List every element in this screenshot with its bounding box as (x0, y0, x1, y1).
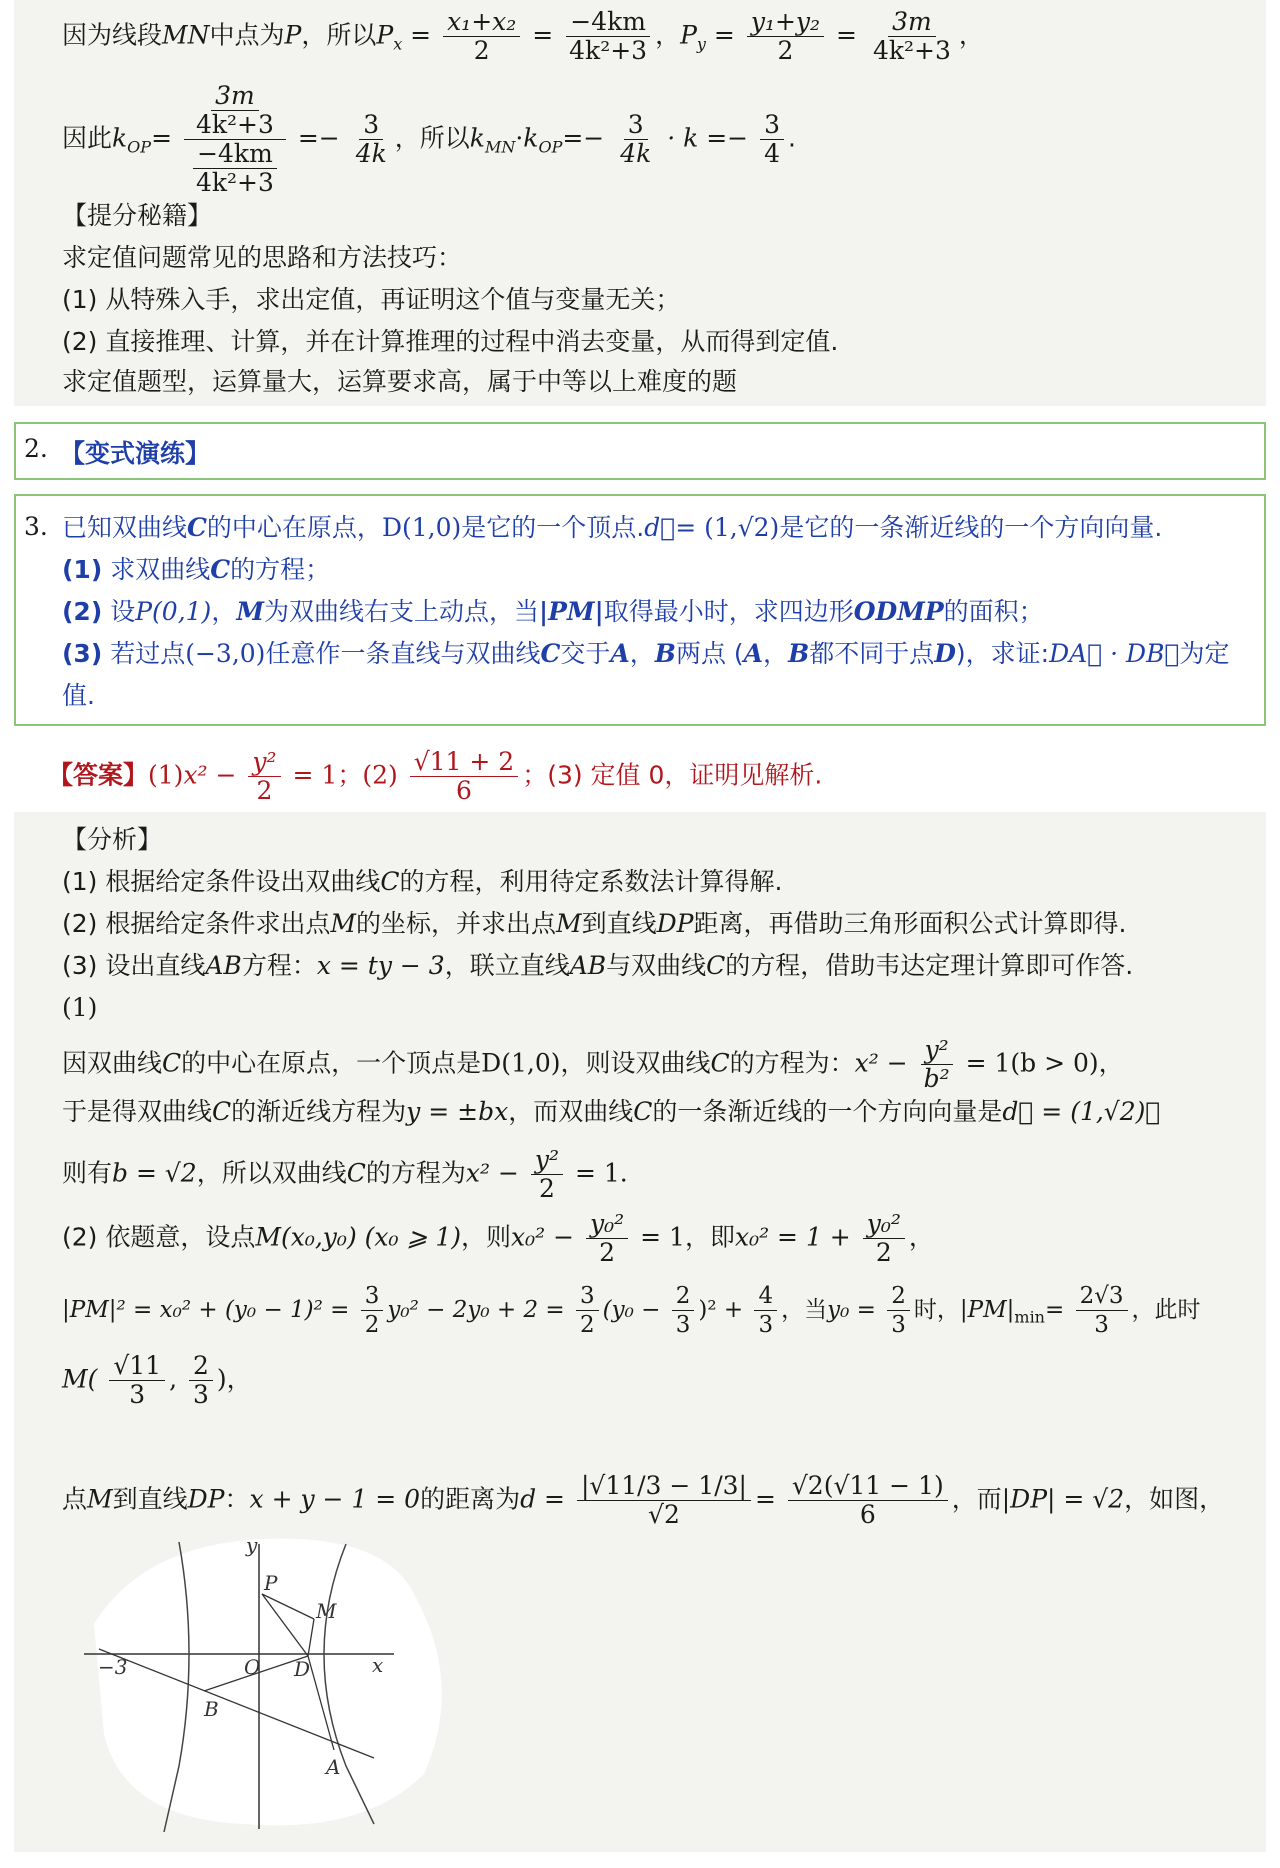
math: · k =− (667, 123, 749, 153)
fraction (189, 1352, 213, 1409)
text: 的方程； (230, 555, 331, 584)
fraction (920, 1036, 954, 1093)
denominator: 2 (364, 1312, 380, 1338)
math: )² + (698, 1297, 744, 1323)
text: ， (211, 597, 237, 626)
text: (3) (62, 639, 103, 668)
numerator: √11 + 2 (410, 748, 519, 777)
numerator: √11 (109, 1352, 165, 1381)
math: A (610, 639, 630, 668)
text: 的面积； (943, 597, 1044, 626)
denominator: 2 (473, 36, 490, 65)
math: M (236, 597, 265, 626)
problem-part-3 (62, 634, 1229, 674)
text: ，当 (781, 1297, 828, 1323)
denominator: 2 (538, 1174, 555, 1203)
solution-line-b3 (62, 1146, 628, 1203)
text: 的中心在原点， (206, 513, 382, 542)
numerator: 2 (887, 1282, 910, 1311)
fraction (672, 1282, 695, 1339)
solution-step-1-label: (1) (62, 993, 98, 1022)
text: 与双曲线 (606, 951, 707, 980)
numerator: √2(√11 − 1) (788, 1472, 948, 1501)
math: C (162, 1048, 182, 1078)
label-B: B (204, 1697, 219, 1721)
text: 到直线 (581, 909, 657, 938)
math: k (523, 123, 539, 153)
denominator: 4k²+3 (195, 110, 274, 139)
math: = (532, 20, 554, 50)
math: (1) (148, 760, 184, 790)
subscript: x (393, 34, 403, 54)
math: MN (162, 20, 210, 50)
text: )，求证: (955, 639, 1050, 668)
text: 时， (913, 1297, 960, 1323)
analysis-line-3 (62, 946, 1133, 986)
fraction (192, 140, 278, 197)
numerator: y² (921, 1036, 953, 1065)
math: DA⃗ · DB⃗ (1049, 639, 1180, 668)
math: d⃗ = (1,√2)， (1002, 1097, 1161, 1126)
text: 因为线段 (62, 20, 163, 50)
math: DP (656, 909, 694, 938)
answer-line (48, 748, 822, 805)
math: (y₀ − (602, 1297, 661, 1323)
math: =− (562, 123, 605, 153)
label-y: y (246, 1534, 258, 1557)
math: x² − (854, 1048, 908, 1078)
banner-title: 【变式演练】 (60, 439, 211, 468)
numerator: |√11/3 − 1/3| (577, 1472, 751, 1501)
math: C (710, 1048, 730, 1078)
subscript: y (696, 34, 706, 54)
solution-line-c4 (62, 1472, 1224, 1529)
fraction (410, 748, 519, 805)
text: 中点为 (209, 20, 285, 50)
math: )， (216, 1364, 252, 1394)
denominator: 3 (675, 1312, 691, 1338)
math: B (788, 639, 810, 668)
numerator: x₁+x₂ (443, 8, 520, 37)
problem-part-3-continued: 值. (62, 681, 95, 710)
text: 的方程为 (365, 1158, 466, 1188)
text: (2) (62, 597, 103, 626)
text: 的方程，利用待定系数法计算得解. (399, 867, 783, 896)
fraction (747, 8, 824, 65)
numerator: y² (531, 1146, 563, 1175)
text: ，则设双曲线 (560, 1048, 711, 1078)
subscript: min (1014, 1307, 1045, 1327)
math: y₀² − 2y₀ + 2 = (387, 1297, 565, 1323)
numerator: y₀² (863, 1210, 905, 1239)
math: x₀² − (511, 1222, 575, 1252)
math: A (743, 639, 764, 668)
text: 因双曲线 (62, 1048, 163, 1078)
text: ；(3) 定值 0，证明见解析. (522, 760, 823, 790)
denominator: 4 (764, 139, 780, 168)
math: = (151, 123, 173, 153)
math: |DP| = √2 (1001, 1484, 1125, 1514)
text: (1) 根据给定条件设出双曲线 (62, 867, 381, 896)
solution-continuation-block (14, 0, 1266, 406)
text: ，所以双曲线 (196, 1158, 347, 1188)
text: ，而双曲线 (508, 1097, 634, 1126)
analysis-line-1 (62, 862, 782, 902)
tip-line-4: 求定值题型，运算量大，运算要求高，属于中等以上难度的题 (62, 367, 738, 396)
math: C (187, 513, 207, 542)
numerator: 3m (211, 82, 259, 111)
math: (−3,0) (185, 639, 266, 668)
math: = (713, 20, 735, 50)
denominator: √2 (648, 1500, 680, 1529)
math: y = ±bx (406, 1097, 509, 1126)
text: 取得最小时，求四边形 (603, 597, 854, 626)
problem-part-1 (62, 550, 330, 590)
text: 方程： (241, 951, 317, 980)
math: y₀ = (827, 1297, 876, 1323)
label-x: x (372, 1653, 384, 1677)
numerator: −4km (193, 140, 277, 169)
math: C (210, 555, 231, 584)
denominator: 4k (355, 139, 387, 168)
math: B (654, 639, 676, 668)
tip-line-1: 求定值问题常见的思路和方法技巧： (62, 243, 463, 272)
math: = (836, 20, 857, 50)
text: ， (763, 639, 789, 668)
math: x = ty − 3 (316, 951, 445, 980)
text: 交于 (560, 639, 611, 668)
text: ， (908, 1222, 934, 1252)
text: ， (655, 20, 681, 50)
denominator: 2 (875, 1238, 892, 1267)
label-O: O (244, 1655, 261, 1679)
solution-line-c3 (62, 1352, 252, 1409)
fraction (616, 111, 655, 168)
math: M(x₀,y₀) (x₀ ⩾ 1) (255, 1222, 462, 1252)
math: P (284, 20, 302, 50)
text: 都不同于点 (809, 639, 935, 668)
fraction (1076, 1282, 1128, 1339)
text: (2) 依题意，设点 (62, 1222, 256, 1252)
text: 的方程，借助韦达定理计算即可作答. (725, 951, 1134, 980)
answer-tag: 【答案】 (48, 760, 149, 790)
problem-number: 3. (24, 512, 48, 541)
denominator (184, 140, 286, 197)
numerator: 3m (888, 8, 936, 37)
fraction (109, 1352, 165, 1409)
text: 于是得双曲线 (62, 1097, 213, 1126)
text: 两点 ( (675, 639, 744, 668)
label-M: M (316, 1599, 337, 1623)
math: |PM|² = x₀² + (y₀ − 1)² = (62, 1297, 350, 1323)
fraction (248, 748, 280, 805)
text: 点 (62, 1484, 88, 1514)
numerator: y₁+y₂ (747, 8, 824, 37)
numerator: 2 (189, 1352, 213, 1381)
tip-title: 【提分秘籍】 (62, 201, 213, 230)
subscript: MN (484, 137, 516, 157)
fraction (577, 1472, 751, 1529)
fraction (760, 111, 784, 168)
denominator: 3 (758, 1312, 774, 1338)
text: 的一条渐近线的一个方向向量是 (652, 1097, 1003, 1126)
fraction (788, 1472, 948, 1529)
text: 因此 (62, 123, 113, 153)
math: = (754, 1484, 776, 1514)
text: 的中心在原点，一个顶点是 (181, 1048, 482, 1078)
math: d = (520, 1484, 566, 1514)
math: x₀² = 1 + (734, 1222, 851, 1252)
compound-fraction (184, 82, 286, 197)
fraction (576, 1282, 599, 1339)
label-D: D (294, 1657, 311, 1681)
numerator: 3 (361, 1282, 384, 1311)
text: ，联立直线 (444, 951, 570, 980)
math: x + y − 1 = 0 (249, 1484, 421, 1514)
denominator: b² (923, 1064, 950, 1093)
math: k (112, 123, 128, 153)
analysis-block (14, 812, 1266, 1852)
text: ： (224, 1484, 250, 1514)
subscript: OP (538, 137, 563, 157)
text: 是它的一个顶点. (461, 513, 645, 542)
numerator: y₀² (586, 1210, 628, 1239)
math: C (380, 867, 400, 896)
math: = (410, 20, 432, 50)
math: = 1. (574, 1158, 628, 1188)
text: 为定 (1179, 639, 1230, 668)
math: P (376, 20, 394, 50)
text: ，而 (951, 1484, 1002, 1514)
text: 为双曲线右支上动点，当 (264, 597, 540, 626)
denominator: 3 (1094, 1312, 1109, 1338)
math: x² − (465, 1158, 519, 1188)
text: ，所以 (394, 123, 470, 153)
text: ，则 (461, 1222, 512, 1252)
numerator: 3 (576, 1282, 599, 1311)
text: 到直线 (112, 1484, 188, 1514)
analysis-line-2 (62, 904, 1126, 944)
denominator: 3 (891, 1312, 906, 1338)
line-slope (62, 82, 796, 197)
text: 的方程为： (729, 1048, 855, 1078)
fraction (361, 1282, 384, 1339)
math: P(0,1) (135, 597, 212, 626)
math: C (706, 951, 726, 980)
fraction (754, 1282, 777, 1339)
text: 则有 (62, 1158, 113, 1188)
problem-part-2 (62, 592, 1044, 632)
denominator: 2 (777, 36, 794, 65)
math: M (87, 1484, 113, 1514)
solution-line-c2 (62, 1282, 1201, 1339)
numerator (184, 82, 286, 140)
text: 的坐标，并求出点 (355, 909, 556, 938)
label-P: P (264, 1571, 278, 1595)
math: = (1044, 1297, 1065, 1323)
math: |PM| (539, 597, 604, 626)
text: 是它的一条渐近线的一个方向向量. (779, 513, 1163, 542)
text: (1) (62, 555, 103, 584)
fraction (443, 8, 520, 65)
numerator: 4 (754, 1282, 777, 1311)
numerator: 3 (359, 111, 383, 140)
numerator: 2√3 (1076, 1282, 1128, 1311)
fraction (869, 8, 955, 65)
math: C (346, 1158, 366, 1188)
analysis-title: 【分析】 (62, 825, 163, 854)
text: ，所以 (301, 20, 377, 50)
math: = 1；(2) (292, 760, 398, 790)
fraction (586, 1210, 628, 1267)
denominator: 4k²+3 (872, 36, 951, 65)
math: ODMP (853, 597, 944, 626)
math: · (515, 123, 524, 153)
text: (3) 设出直线 (62, 951, 206, 980)
math: = 1，即 (640, 1222, 735, 1252)
numerator: y² (248, 748, 280, 777)
text: 若过点 (110, 639, 186, 668)
math: C (540, 639, 561, 668)
fraction (192, 82, 278, 139)
banner-number: 2. (24, 434, 48, 463)
text: 任意作一条直线与双曲线 (265, 639, 541, 668)
text: (2) 根据给定条件求出点 (62, 909, 331, 938)
tip-line-3: (2) 直接推理、计算，并在计算推理的过程中消去变量，从而得到定值. (62, 327, 839, 356)
label-neg3: −3 (98, 1655, 128, 1679)
fraction (863, 1210, 905, 1267)
solution-line-b2 (62, 1092, 1160, 1132)
math: M (330, 909, 356, 938)
denominator: 4k²+3 (195, 168, 274, 197)
math: |PM| (959, 1297, 1015, 1323)
math: b = √2 (112, 1158, 197, 1188)
problem-stem (62, 508, 1162, 548)
math: , (169, 1364, 178, 1394)
text: 的渐近线方程为 (231, 1097, 407, 1126)
math: D(1,0) (381, 513, 462, 542)
text: ，如图， (1124, 1484, 1225, 1514)
math: d⃗ (644, 513, 676, 542)
text: 求双曲线 (110, 555, 211, 584)
solution-line-b1 (62, 1036, 1124, 1093)
math: C (633, 1097, 653, 1126)
text: 设 (110, 597, 136, 626)
math: AB (205, 951, 242, 980)
math: M( (62, 1364, 98, 1394)
subscript: OP (127, 137, 152, 157)
math: D (934, 639, 956, 668)
denominator: 4k²+3 (569, 36, 648, 65)
section-banner (14, 422, 1266, 480)
text: 已知双曲线 (62, 513, 188, 542)
text: 距离，再借助三角形面积公式计算即得. (693, 909, 1127, 938)
problem-box (14, 494, 1266, 726)
math: x² − (183, 760, 237, 790)
text: ， (958, 20, 984, 50)
numerator: 3 (760, 111, 784, 140)
math: AB (569, 951, 607, 980)
tip-line-2: (1) 从特殊入手，求出定值，再证明这个值与变量无关； (62, 285, 681, 314)
denominator: 2 (580, 1312, 595, 1338)
denominator: 3 (129, 1380, 146, 1409)
hyperbola-figure (84, 1534, 474, 1834)
numerator: 2 (672, 1282, 695, 1311)
denominator: 6 (455, 776, 472, 805)
label-A: A (326, 1755, 341, 1779)
text: ， (629, 639, 655, 668)
fraction (565, 8, 651, 65)
denominator: 4k (620, 139, 652, 168)
fraction (531, 1146, 563, 1203)
math: = 1(b > 0)， (965, 1048, 1124, 1078)
math: DP (187, 1484, 225, 1514)
text: 的距离为 (420, 1484, 521, 1514)
line-midpoint (62, 8, 984, 65)
math: M (556, 909, 582, 938)
fraction (887, 1282, 910, 1339)
math: =− (297, 123, 340, 153)
numerator: 3 (624, 111, 648, 140)
text: ，此时 (1131, 1297, 1201, 1323)
denominator: 2 (599, 1238, 616, 1267)
math: = (1,√2) (675, 513, 780, 542)
math: C (212, 1097, 232, 1126)
denominator: 6 (859, 1500, 876, 1529)
solution-line-c1 (62, 1210, 934, 1267)
fraction (352, 111, 391, 168)
math: k (469, 123, 485, 153)
numerator: −4km (566, 8, 650, 37)
denominator: 2 (256, 776, 273, 805)
text: . (787, 123, 796, 153)
math: D(1,0) (481, 1048, 561, 1078)
math: P (680, 20, 697, 50)
denominator: 3 (192, 1380, 209, 1409)
